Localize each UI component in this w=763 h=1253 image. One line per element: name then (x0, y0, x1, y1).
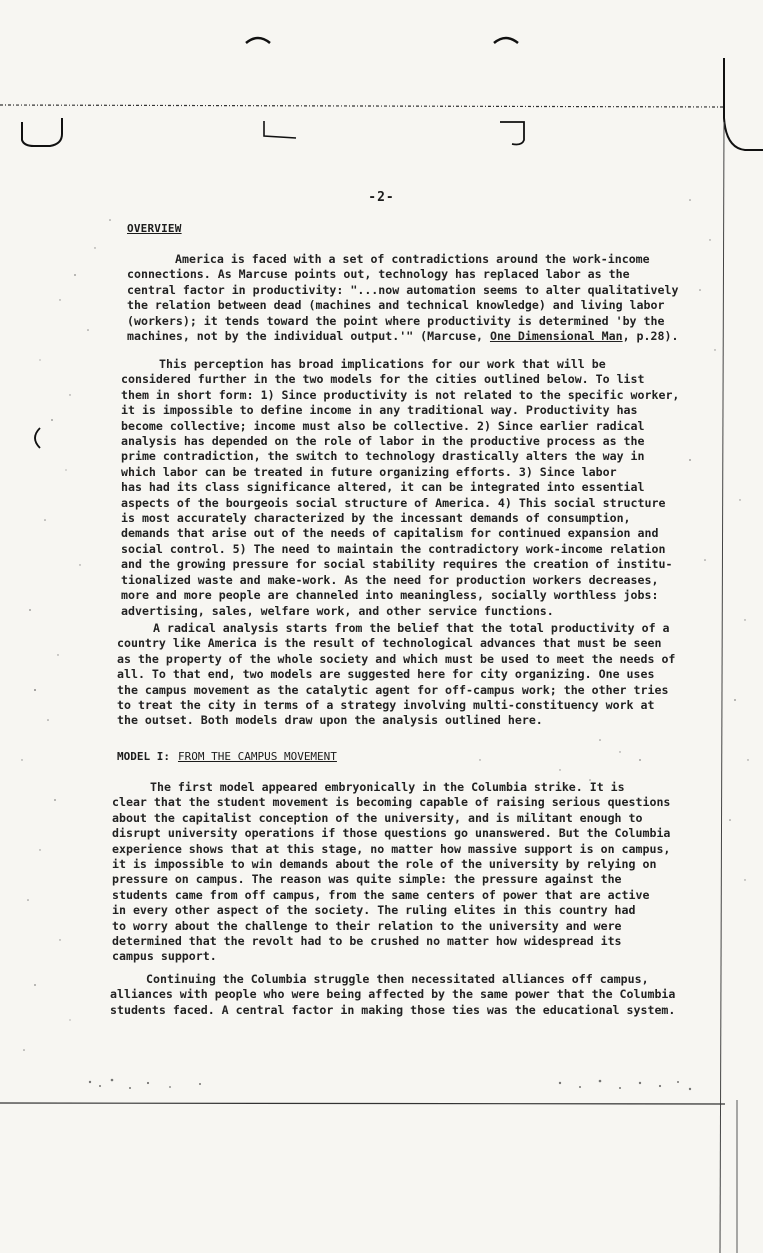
p2-line-15: tionalized waste and make-work. As the need for production workers decreases, (121, 572, 659, 587)
right-edge-line (720, 122, 724, 1253)
p3-line-7: the outset. Both models draw upon the analysis outlined here. (117, 713, 543, 728)
paragraph-1 (127, 252, 712, 344)
p4-line-7: pressure on campus. The reason was quite simple: the pressure against the (112, 872, 622, 887)
top-dashed-rule (0, 105, 725, 107)
right-edge-mark (724, 58, 763, 150)
p2-line-8: which labor can be treated in future organizing efforts. 3) Since labor (121, 464, 617, 479)
p2-line-13: social control. 5) The need to maintain the contradictory work-income relation (121, 541, 666, 556)
p4-line-4: disrupt university operations if those questions go unanswered. But the Columbia (112, 826, 671, 841)
p1-line-6 (127, 329, 712, 344)
p3-line-6: to treat the city in terms of a strategy involving multi-constituency work at (117, 698, 655, 713)
p4-line-12: campus support. (112, 949, 217, 964)
model-1-heading (117, 750, 337, 763)
p3-line-4: all. To that end, two models are suggested here for city organizing. One uses (117, 667, 655, 682)
p3-line-5: the campus movement as the catalytic agent for off-campus work; the other tries (117, 682, 669, 697)
p5-line-3: students faced. A central factor in making those ties was the educational system. (110, 1002, 676, 1017)
punch-mark-right (494, 38, 518, 43)
bottom-noise (89, 1079, 691, 1091)
p2-line-11: is most accurately characterized by the incessant demands of consumption, (121, 511, 631, 526)
p1-line-2: connections. As Marcuse points out, technology has replaced labor as the (127, 267, 630, 282)
citation-page: , p.28). (622, 329, 679, 344)
bracket-mark-left (22, 118, 62, 146)
p1-line-1: America is faced with a set of contradictions around the work-income (175, 252, 650, 266)
p4-line-10: to worry about the challenge to their relation to the university and were (112, 918, 622, 933)
p1-line-4: the relation between dead (machines and technical knowledge) and living labor (127, 298, 665, 313)
p5-line-1: Continuing the Columbia struggle then necessitated alliances off campus, (146, 972, 649, 986)
paragraph-4 (112, 780, 712, 965)
p5-line-2: alliances with people who were being affected by the same power that the Columbia (110, 987, 676, 1002)
p4-line-5: experience shows that at this stage, no matter how massive support is on campus, (112, 841, 671, 856)
p2-line-12: demands that arise out of the needs of capitalism for continued expansion and (121, 526, 659, 541)
bottom-rule (0, 1103, 725, 1104)
p2-line-16: more and more people are channeled into meaningless, socially worthless jobs: (121, 588, 659, 603)
paragraph-2 (121, 357, 711, 619)
p2-line-2: considered further in the two models for the cities outlined below. To list (121, 372, 645, 387)
p4-line-1: The first model appeared embryonically in the Columbia strike. It is (150, 780, 625, 794)
p2-line-7: prime contradiction, the switch to technology drastically alters the way in (121, 449, 645, 464)
model-1-label: MODEL I: (117, 750, 170, 763)
p2-line-10: aspects of the bourgeois social structure of America. 4) This social structure (121, 495, 666, 510)
p3-line-1: A radical analysis starts from the belief that the total productivity of a (153, 621, 670, 635)
p1-line-3: central factor in productivity: "...now automation seems to alter qualitatively (127, 282, 679, 297)
p2-line-9: has had its class significance altered, it can be integrated into essential (121, 480, 645, 495)
p2-line-1: This perception has broad implications for our work that will be (159, 357, 606, 371)
bracket-mark-right (500, 122, 524, 145)
p1-line-6-text: machines, not by the individual output.'" (Marcuse, (127, 329, 490, 344)
p4-line-11: determined that the revolt had to be crushed no matter how widespread its (112, 934, 622, 949)
p2-line-14: and the growing pressure for social stability requires the creation of institu- (121, 557, 673, 572)
p2-line-3: them in short form: 1) Since productivity is not related to the specific worker, (121, 387, 680, 402)
p4-line-8: students came from off campus, from the same centers of power that are active (112, 887, 650, 902)
page-number: -2- (368, 190, 395, 205)
citation-title: One Dimensional Man (489, 329, 623, 344)
punch-mark-left (246, 38, 270, 43)
left-margin-paren (35, 428, 40, 448)
section-heading-overview: OVERVIEW (127, 222, 182, 235)
p4-line-6: it is impossible to win demands about the role of the university by relying on (112, 857, 657, 872)
paragraph-5 (110, 972, 715, 1018)
p2-line-4: it is impossible to define income in any traditional way. Productivity has (121, 403, 638, 418)
bracket-mark-mid (264, 121, 296, 138)
p4-line-3: about the capitalist conception of the university, and is militant enough to (112, 810, 643, 825)
model-1-title: FROM THE CAMPUS MOVEMENT (177, 750, 337, 763)
p2-line-5: become collective; income must also be collective. 2) Since earlier radical (121, 418, 645, 433)
p3-line-3: as the property of the whole society and which must be used to meet the needs of (117, 651, 676, 666)
p4-line-9: in every other aspect of the society. The ruling elites in this country had (112, 903, 636, 918)
paragraph-3 (117, 621, 712, 729)
p4-line-2: clear that the student movement is becoming capable of raising serious questions (112, 795, 671, 810)
p2-line-17: advertising, sales, welfare work, and other service functions. (121, 603, 554, 618)
p3-line-2: country like America is the result of technological advances that must be seen (117, 636, 662, 651)
p2-line-6: analysis has depended on the role of labor in the productive process as the (121, 434, 645, 449)
p1-line-5: (workers); it tends toward the point where productivity is determined 'by the (127, 313, 665, 328)
